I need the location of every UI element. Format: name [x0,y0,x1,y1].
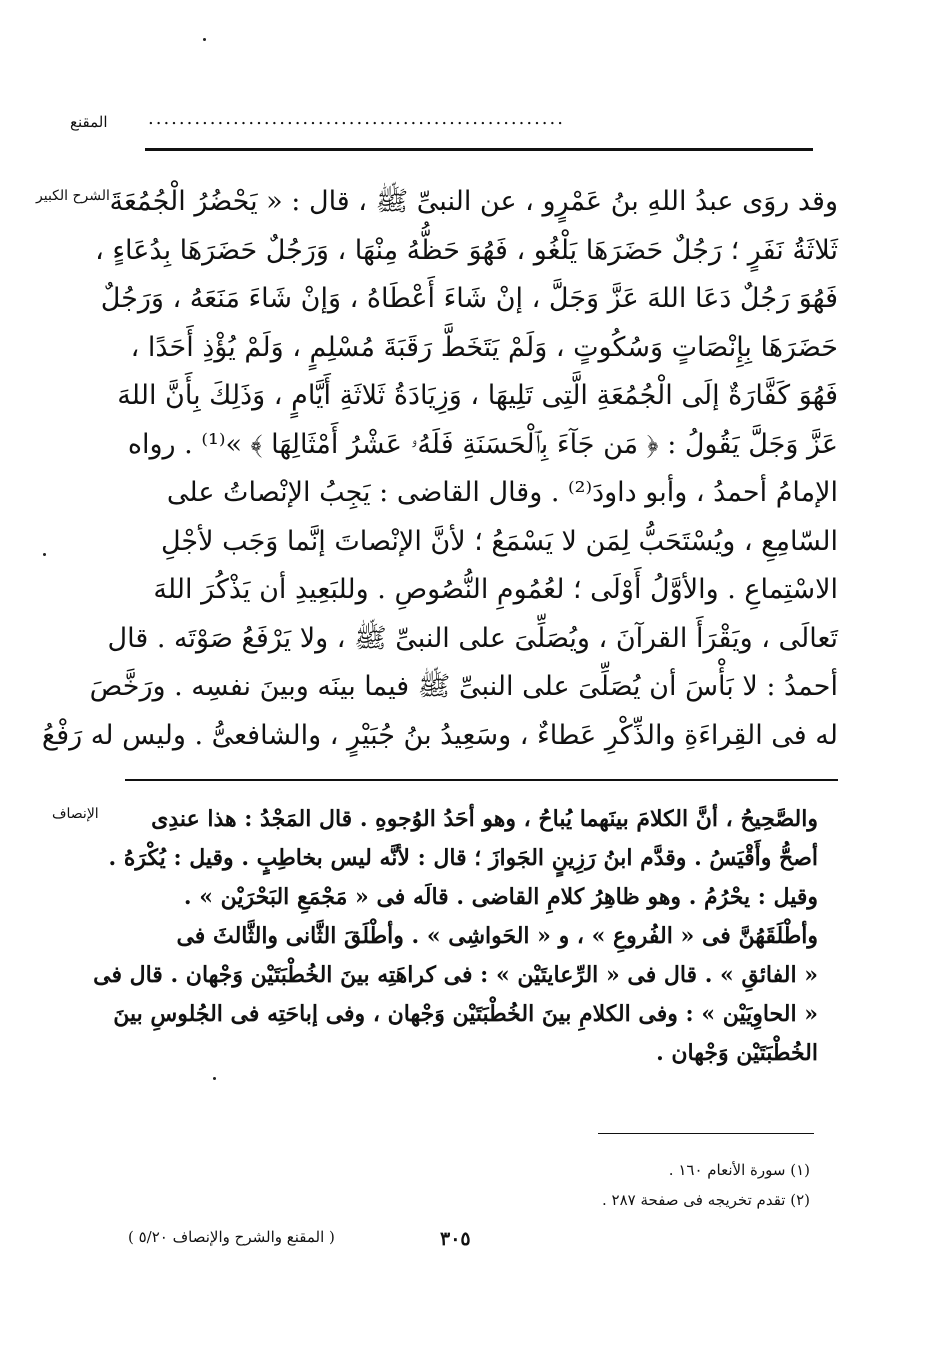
page-number: ٣٠٥ [440,1228,471,1250]
sharh-line: وقد روَى عبدُ اللهِ بنُ عَمْرٍو ، عن النبىِّ ﷺ ، قال : « يَحْضُرُ الْجُمُعَةَ [109,186,838,217]
insaf-line: والصَّحِيحُ ، أنَّ الكلامَ بينَهما يُباحُ ، وهو أحَدُ الوُجوهِ . قال المَجْدُ : هذا عندِى [151,806,818,832]
sharh-line: فَهُوَ كَفَّارَةٌ إلَى الْجُمُعَةِ الَّتِى تَلِيهَا ، وَزِيَادَةُ ثَلاثَةِ أَيَّامٍ ، وَذَلِكَ بِأَنَّ اللهَ [117,380,838,411]
sharh-line: له فى القِراءَةِ والذِّكْرِ عَطاءٌ ، وسَعِيدُ بنُ جُبَيْرٍ ، والشافعىُّ . وليس له رَفْعُ [41,719,838,751]
section-divider [125,779,838,781]
volume-reference: ( المقنع والشرح والإنصاف ٥/٢٠ ) [128,1228,335,1246]
insaf-line: وأطْلَقَهُنَّ فى « الفُروعِ » ، و « الحَواشِى » . وأطْلَقَ الثَّانى والثَّالثَ فى [176,923,818,949]
margin-label-insaf: الإنصاف [52,806,99,822]
sharh-line: ثَلاثَةُ نَفَرٍ ؛ رَجُلٌ حَضَرَهَا يَلْغُو ، فَهُوَ حَظُّهُ مِنْهَا ، وَرَجُلٌ حَضَرَهَا بِدُعَاءٍ ، [95,234,838,266]
scan-speck [43,553,46,556]
sharh-line: السّامِعِ ، ويُسْتَحَبُّ لِمَن لا يَسْمَعُ ؛ لأنَّ الإنْصاتَ إنَّما وَجَب لأجْلِ [160,525,838,557]
sharh-line: فَهُوَ رَجُلٌ دَعَا اللهَ عَزَّ وَجَلَّ ، إنْ شَاءَ أَعْطَاهُ ، وَإنْ شَاءَ مَنَعَهُ ، وَرَجُلٌ [100,283,838,314]
header-rule [145,148,813,151]
insaf-text-block [93,800,818,1073]
insaf-line: « الحاوِيَيْن » : وفى الكلامِ بينَ الخُطْبَتَيْن وَجْهان ، وفى إباحَتِه فى الجُلوسِ بينَ [113,1001,818,1027]
insaf-line: الخُطْبَتَيْن وَجْهان . [656,1040,818,1066]
footnote-rule [598,1133,814,1134]
header-dot-leader: ...................................................... [148,108,565,129]
sharh-line: الاسْتِماعِ . والأوَّلُ أَوْلَى ؛ لعُمُومِ النُّصُوصِ . وللبَعِيدِ أن يَذْكُرَ اللهَ [153,574,838,605]
footnotes [540,1155,810,1215]
footnote-1: (١) سورة الأنعام ١٦٠ . [668,1161,810,1179]
sharh-line: الإمامُ أحمدُ ، وأبو داودَ⁽²⁾ . وقال القاضى : يَجِبُ الإنْصاتُ على [166,477,838,508]
insaf-line: وقيل : يحْرُمُ . وهو ظاهِرُ كلامِ القاضى . قالَه فى « مَجْمَعِ البَحْرَيْن » . [183,884,818,910]
scan-speck [213,1077,216,1080]
margin-label-sharh: الشرح الكبير [36,188,110,204]
footnote-2: (٢) تقدم تخريجه فى صفحة ٢٨٧ . [601,1191,810,1209]
sharh-line: تَعالَى ، ويَقْرَأَ القرآنَ ، ويُصَلِّىَ على النبىِّ ﷺ ، ولا يَرْفَعُ صَوْتَه . قال [107,622,838,654]
insaf-line: أصحُّ وأَقْيَسُ . وقدَّم ابنُ رَزِينٍ الجَوازَ ؛ قال : لأنَّه ليس بخاطِبٍ . وقيل : يُكْرَهُ . [108,845,818,871]
sharh-line: أحمدُ : لا بَأْسَ أن يُصَلِّىَ على النبىِّ ﷺ فيما بينَه وبينَ نفسِه . ورَخَّصَ [89,671,838,702]
scan-speck [203,38,206,41]
running-header-title: المقنع [70,113,108,131]
insaf-line: « الفائقِ » . قال فى « الرِّعايتَيْن » : فى كراهَتِه بينَ الخُطْبَتَيْن وَجْهان . قال فى [93,962,818,988]
sharh-line: عَزَّ وَجَلَّ يَقُولُ : ﴿ مَن جَآءَ بِٱلْحَسَنَةِ فَلَهُۥ عَشْرُ أَمْثَالِهَا ﴾ »⁽¹⁾ . رواه [127,428,838,460]
sharh-line: حَضَرَهَا بِإِنْصَاتٍ وَسُكُوتٍ ، وَلَمْ يَتَخَطَّ رَقَبَةَ مُسْلِمٍ ، وَلَمْ يُؤْذِ أَحَدًا ، [130,331,838,363]
